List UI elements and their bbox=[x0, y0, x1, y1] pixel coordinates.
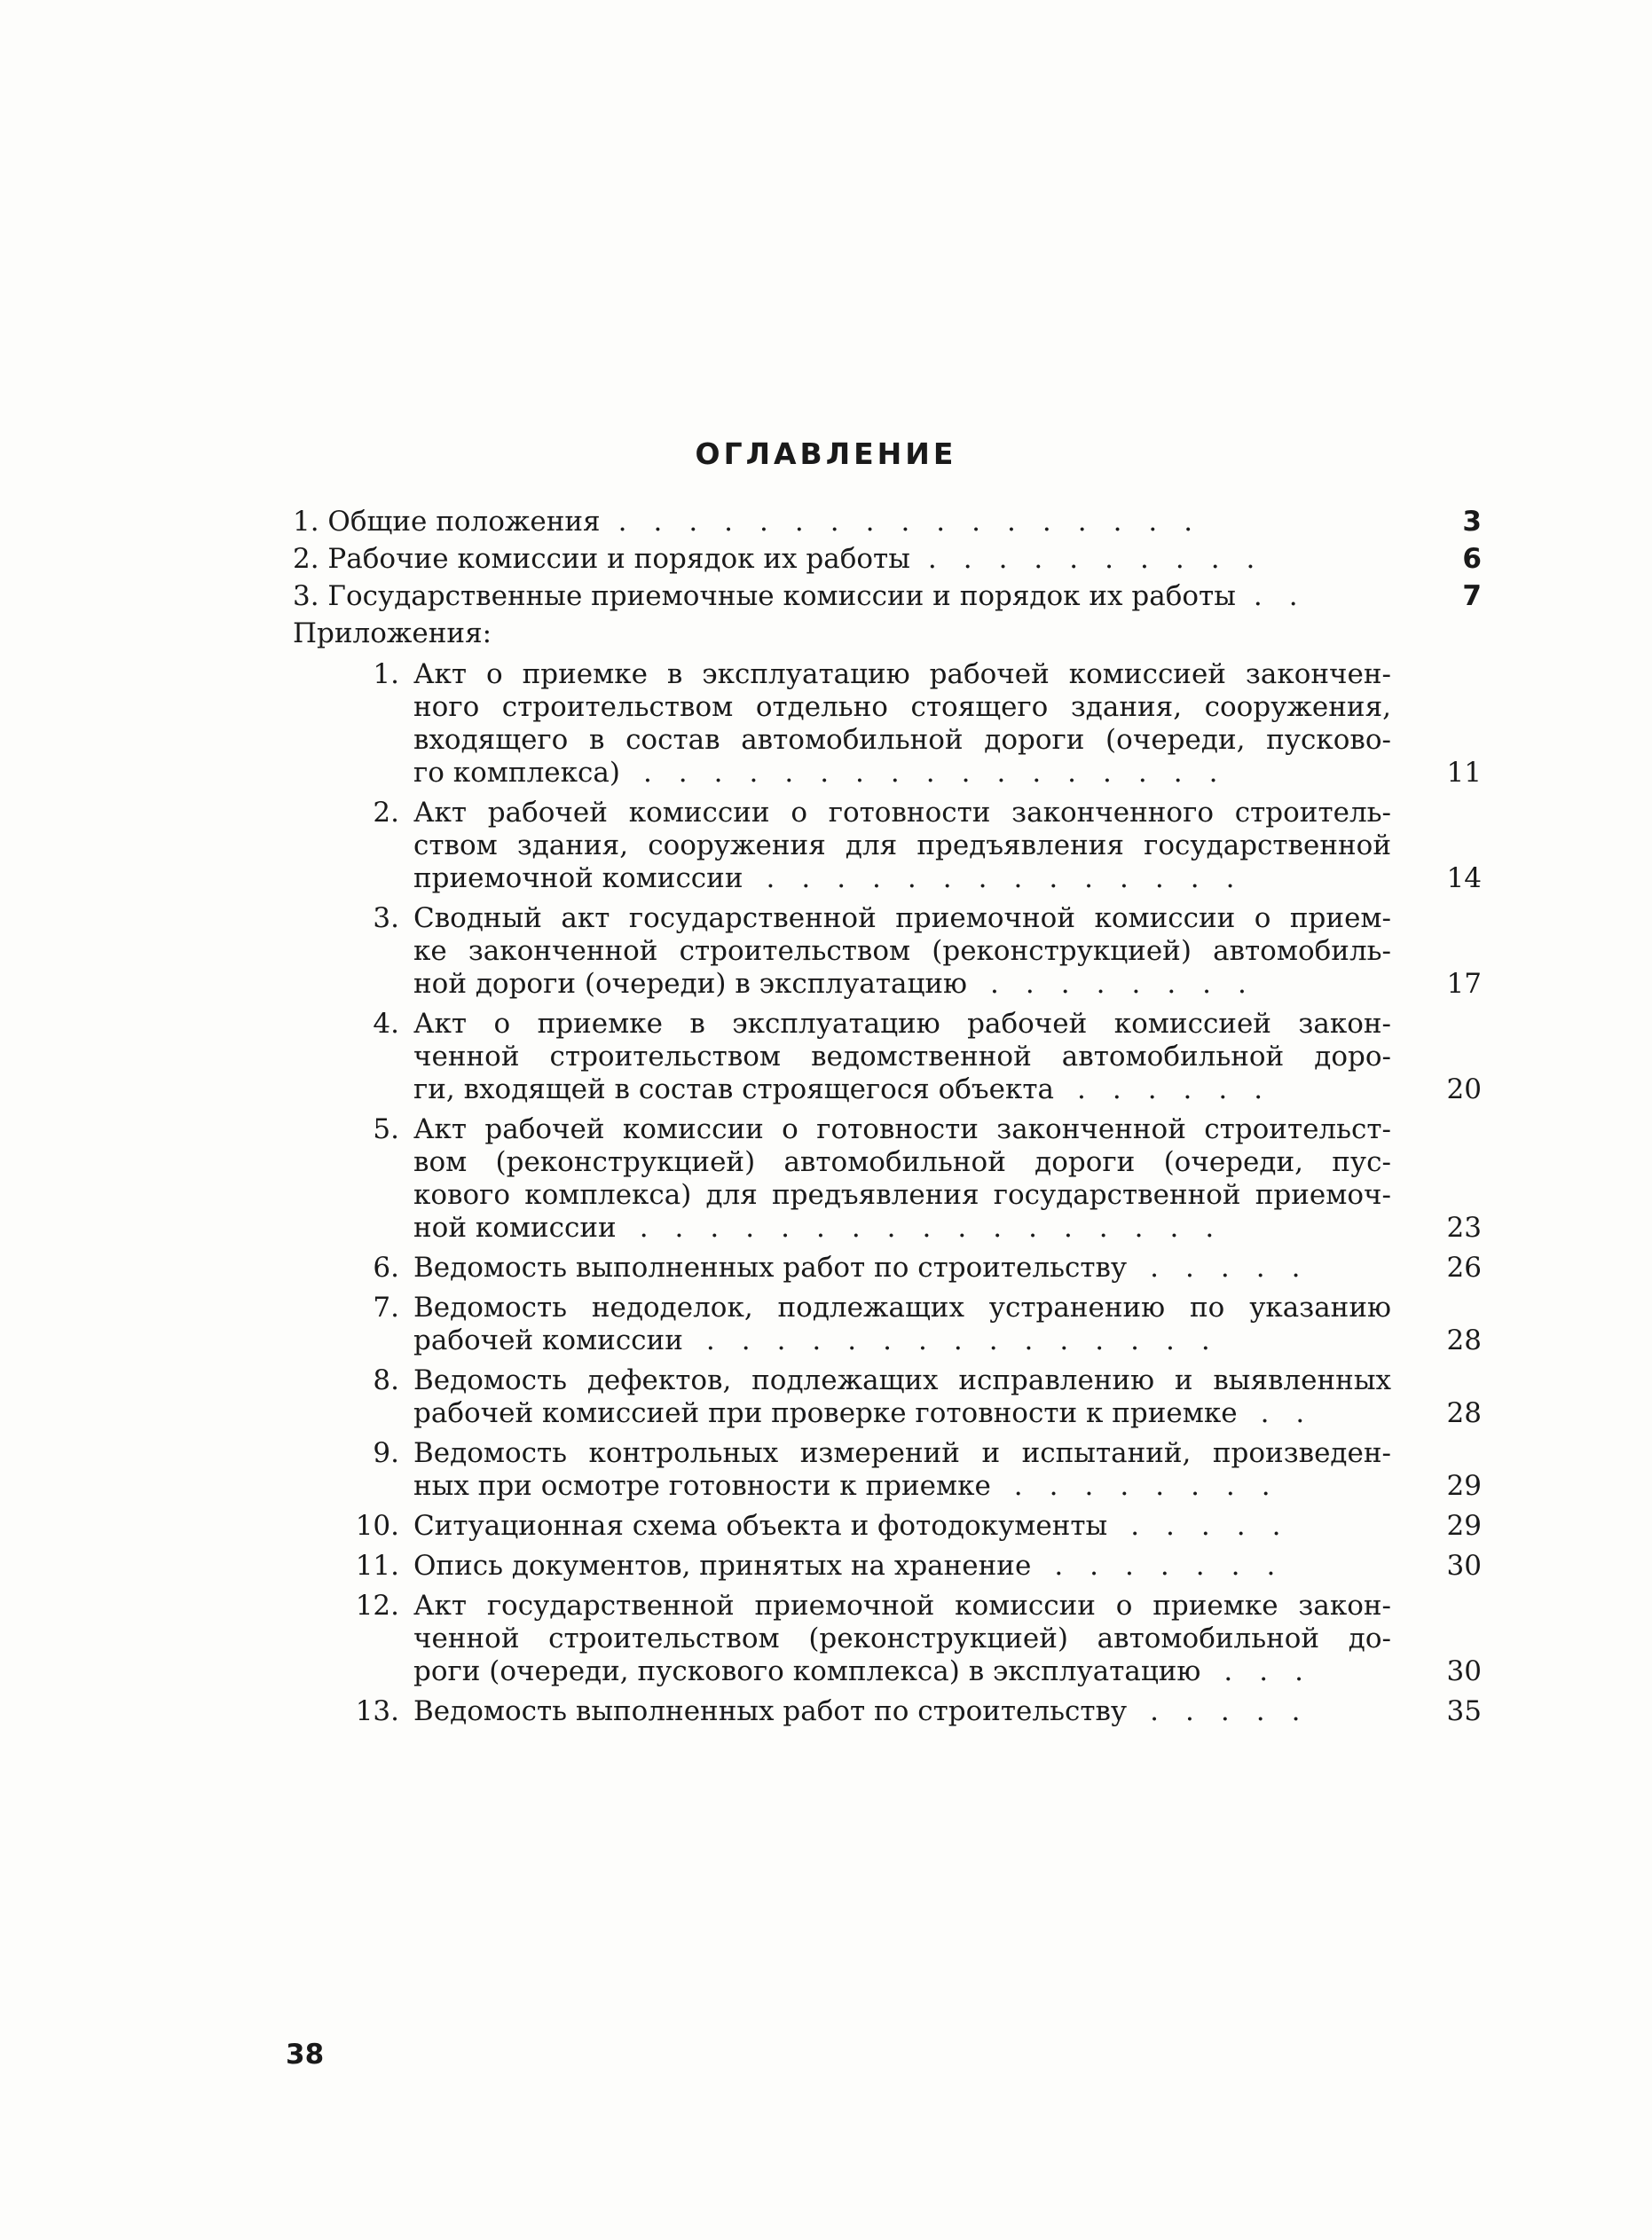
leader-dots: ................. bbox=[639, 1212, 1241, 1244]
toc-appendix-line: рабочей комиссии bbox=[413, 1324, 683, 1356]
leader-dots: .. bbox=[1260, 1397, 1332, 1429]
toc-appendix-line: приемочной комиссии bbox=[413, 862, 743, 894]
toc-appendix-line: Ведомость контрольных измерений и испытаний, произведен- bbox=[413, 1437, 1391, 1469]
toc-section-label: 1. Общие положения bbox=[293, 506, 601, 538]
toc-appendix-line: роги (очереди, пускового комплекса) в эксплуатацию bbox=[413, 1655, 1201, 1687]
toc-appendix-number: 1. bbox=[373, 658, 399, 690]
toc-page-number: 6 bbox=[1462, 543, 1482, 575]
leader-dots: .............. bbox=[766, 862, 1262, 894]
leader-dots: .......... bbox=[927, 543, 1282, 575]
toc-appendix-line: ченной строительством (реконструкцией) автомобильной до- bbox=[413, 1623, 1391, 1654]
toc-appendix-line: Ведомость выполненных работ по строительству bbox=[413, 1695, 1128, 1727]
toc-appendix-number: 6. bbox=[373, 1252, 399, 1284]
toc-appendix-line: рабочей комиссией при проверке готовности к приемке bbox=[413, 1397, 1238, 1429]
toc-page-number: 20 bbox=[1446, 1073, 1482, 1105]
toc-page-number: 14 bbox=[1446, 862, 1482, 894]
toc-appendix-number: 5. bbox=[373, 1113, 399, 1145]
toc-appendix-number: 13. bbox=[355, 1695, 399, 1727]
toc-appendix-line: Ведомость недоделок, подлежащих устранению по указанию bbox=[413, 1292, 1391, 1324]
toc-appendix-line: Акт государственной приемочной комиссии о приемке закон- bbox=[413, 1590, 1391, 1622]
leader-dots: ... bbox=[1223, 1655, 1330, 1687]
toc-section-label: 3. Государственные приемочные комиссии и порядок их работы bbox=[293, 580, 1236, 612]
toc-appendix-number: 11. bbox=[355, 1550, 399, 1582]
toc-appendix-line: ством здания, сооружения для предъявления государственной bbox=[413, 829, 1391, 861]
toc-appendix-number: 7. bbox=[373, 1292, 399, 1324]
toc-page-number: 7 bbox=[1462, 580, 1482, 612]
toc-section-label: 2. Рабочие комиссии и порядок их работы bbox=[293, 543, 910, 575]
toc-page-number: 29 bbox=[1446, 1470, 1482, 1502]
toc-appendix-line: ке законченной строительством (реконструкцией) автомобиль- bbox=[413, 935, 1391, 967]
toc-appendix-line: Акт о приемке в эксплуатацию рабочей комиссией закон- bbox=[413, 1008, 1391, 1040]
toc-page-number: 29 bbox=[1446, 1510, 1482, 1542]
toc-appendix-line: кового комплекса) для предъявления государственной приемоч- bbox=[413, 1179, 1391, 1211]
toc-appendix-line: Ведомость выполненных работ по строительству bbox=[413, 1252, 1128, 1284]
leader-dots: .. bbox=[1253, 580, 1325, 612]
toc-appendix-line: вом (реконструкцией) автомобильной дороги (очереди, пус- bbox=[413, 1146, 1391, 1178]
toc-appendix-line: Акт рабочей комиссии о готовности законченного строитель- bbox=[413, 797, 1391, 829]
toc-page-number: 11 bbox=[1446, 757, 1482, 789]
toc-appendix-line: Ситуационная схема объекта и фотодокументы bbox=[413, 1510, 1108, 1542]
toc-appendix-line: Ведомость дефектов, подлежащих исправлению и выявленных bbox=[413, 1364, 1391, 1396]
leader-dots: ................. bbox=[642, 757, 1245, 789]
toc-appendix-line: ной дороги (очереди) в эксплуатацию bbox=[413, 968, 968, 1000]
toc-page-number: 23 bbox=[1446, 1212, 1482, 1244]
leader-dots: ..... bbox=[1150, 1695, 1327, 1727]
toc-page-number: 30 bbox=[1446, 1550, 1482, 1582]
toc-page-number: 28 bbox=[1446, 1397, 1482, 1429]
toc-appendix-line: Акт о приемке в эксплуатацию рабочей комиссией закончен- bbox=[413, 658, 1391, 690]
toc-appendix-number: 8. bbox=[373, 1364, 399, 1396]
toc-appendix-number: 4. bbox=[373, 1008, 399, 1040]
toc-appendix-number: 12. bbox=[355, 1590, 399, 1622]
toc-appendix-number: 3. bbox=[373, 902, 399, 934]
toc-page-number: 26 bbox=[1446, 1252, 1482, 1284]
page-number: 38 bbox=[286, 2039, 325, 2071]
toc-appendix-line: го комплекса) bbox=[413, 757, 620, 789]
toc-appendix-line: ной комиссии bbox=[413, 1212, 617, 1244]
toc-appendix-line: входящего в состав автомобильной дороги (очереди, пусково- bbox=[413, 724, 1391, 756]
leader-dots: ..... bbox=[1150, 1252, 1327, 1284]
toc-appendix-number: 10. bbox=[355, 1510, 399, 1542]
toc-appendix-number: 9. bbox=[373, 1437, 399, 1469]
toc-appendix-line: ги, входящей в состав строящегося объекта bbox=[413, 1073, 1054, 1105]
toc-appendix-line: ченной строительством ведомственной автомобильной доро- bbox=[413, 1041, 1391, 1073]
toc-appendix-line: Опись документов, принятых на хранение bbox=[413, 1550, 1032, 1582]
toc-page-number: 28 bbox=[1446, 1324, 1482, 1356]
toc-appendix-line: Сводный акт государственной приемочной комиссии о прием- bbox=[413, 902, 1391, 934]
toc-page-number: 30 bbox=[1446, 1655, 1482, 1687]
toc-appendix-line: ных при осмотре готовности к приемке bbox=[413, 1470, 991, 1502]
leader-dots: ...... bbox=[1077, 1073, 1290, 1105]
leader-dots: ................. bbox=[618, 506, 1220, 538]
leader-dots: ....... bbox=[1054, 1550, 1302, 1582]
page-title: ОГЛАВЛЕНИЕ bbox=[695, 436, 957, 471]
leader-dots: ........ bbox=[990, 968, 1273, 1000]
toc-appendix-number: 2. bbox=[373, 797, 399, 829]
toc-page-number: 35 bbox=[1446, 1695, 1482, 1727]
appendix-header: Приложения: bbox=[293, 617, 492, 649]
toc-appendix-line: ного строительством отдельно стоящего здания, сооружения, bbox=[413, 691, 1391, 723]
toc-page-number: 17 bbox=[1446, 968, 1482, 1000]
toc-appendix-line: Акт рабочей комиссии о готовности законченной строительст- bbox=[413, 1113, 1391, 1145]
leader-dots: ............... bbox=[705, 1324, 1237, 1356]
toc-page-number: 3 bbox=[1462, 506, 1482, 538]
leader-dots: ........ bbox=[1013, 1470, 1297, 1502]
leader-dots: ..... bbox=[1130, 1510, 1308, 1542]
